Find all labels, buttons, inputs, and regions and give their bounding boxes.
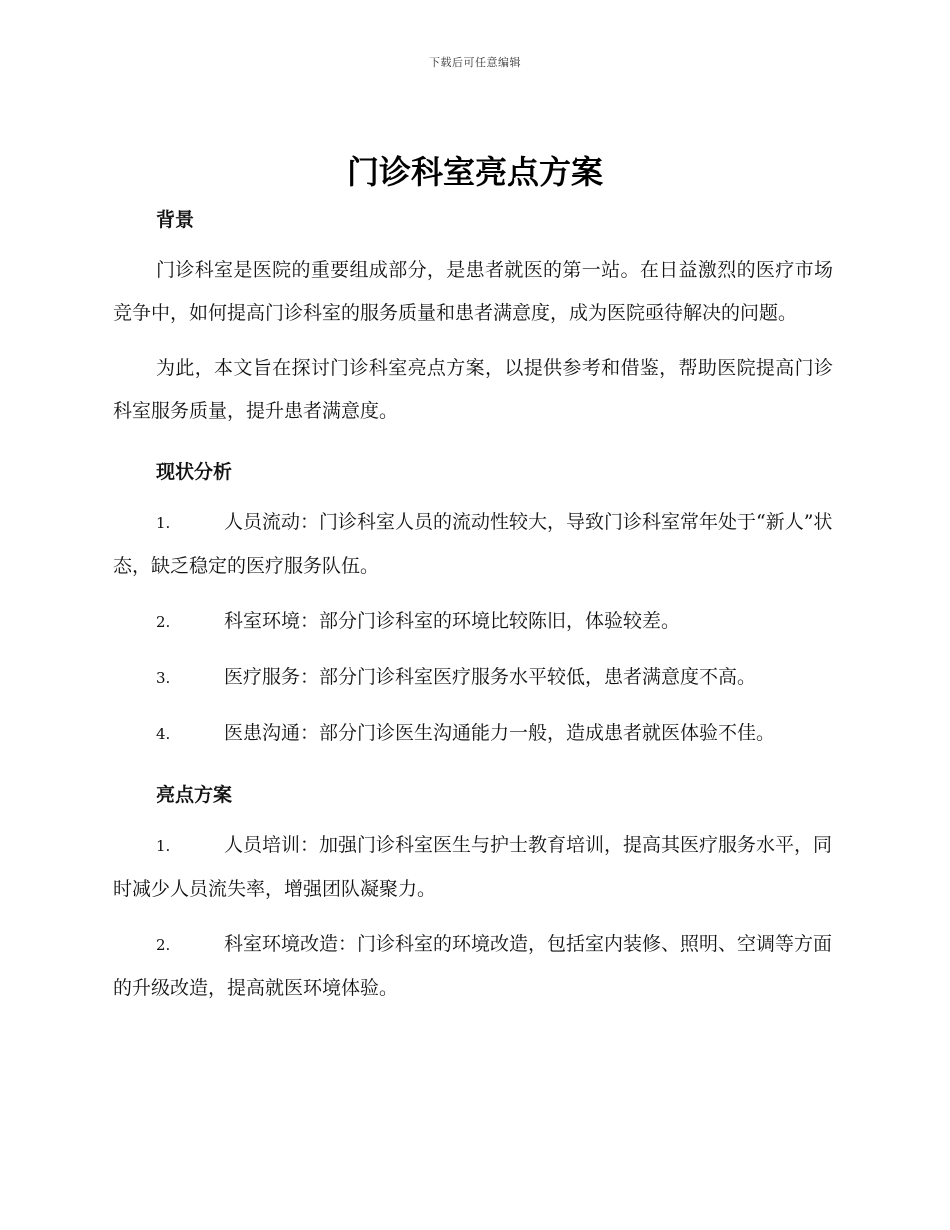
list-item-text: 人员培训：加强门诊科室医生与护士教育培训，提高其医疗服务水平，同时减少人员流失率，增强团队凝聚力。 <box>113 834 833 900</box>
list-item-text: 医患沟通：部分门诊医生沟通能力一般，造成患者就医体验不佳。 <box>224 722 776 744</box>
list-number: 3. <box>156 669 171 687</box>
analysis-list-item <box>113 712 833 756</box>
background-paragraph: 门诊科室是医院的重要组成部分，是患者就医的第一站。在日益激烈的医疗市场竞争中，如何提高门诊科室的服务质量和患者满意度，成为医院亟待解决的问题。 <box>113 259 833 324</box>
list-number: 2. <box>156 613 171 631</box>
list-item-text: 医疗服务：部分门诊科室医疗服务水平较低，患者满意度不高。 <box>224 666 757 688</box>
list-number: 1. <box>156 514 171 532</box>
list-number: 2. <box>156 936 171 954</box>
highlights-list-item <box>113 923 833 1010</box>
list-item-text: 科室环境：部分门诊科室的环境比较陈旧，体验较差。 <box>224 610 681 632</box>
analysis-list-item <box>113 600 833 644</box>
document-body <box>113 203 833 1010</box>
highlights-list-item <box>113 824 833 911</box>
analysis-list-item <box>113 501 833 588</box>
background-paragraph: 为此，本文旨在探讨门诊科室亮点方案，以提供参考和借鉴，帮助医院提高门诊科室服务质量，提升患者满意度。 <box>113 357 833 422</box>
section-heading-highlights: 亮点方案 <box>156 784 233 806</box>
document-title: 门诊科室亮点方案 <box>346 153 603 191</box>
list-item-text: 科室环境改造：门诊科室的环境改造，包括室内装修、照明、空调等方面的升级改造，提高就医环境体验。 <box>113 933 833 999</box>
section-heading-analysis: 现状分析 <box>156 461 233 483</box>
section-heading-background: 背景 <box>156 209 195 231</box>
list-number: 4. <box>156 725 171 743</box>
list-item-text: 人员流动：门诊科室人员的流动性较大，导致门诊科室常年处于“新人”状态，缺乏稳定的医疗服务队伍。 <box>113 511 833 577</box>
page-header-note: 下载后可任意编辑 <box>429 56 521 69</box>
analysis-list-item <box>113 656 833 700</box>
list-number: 1. <box>156 837 171 855</box>
